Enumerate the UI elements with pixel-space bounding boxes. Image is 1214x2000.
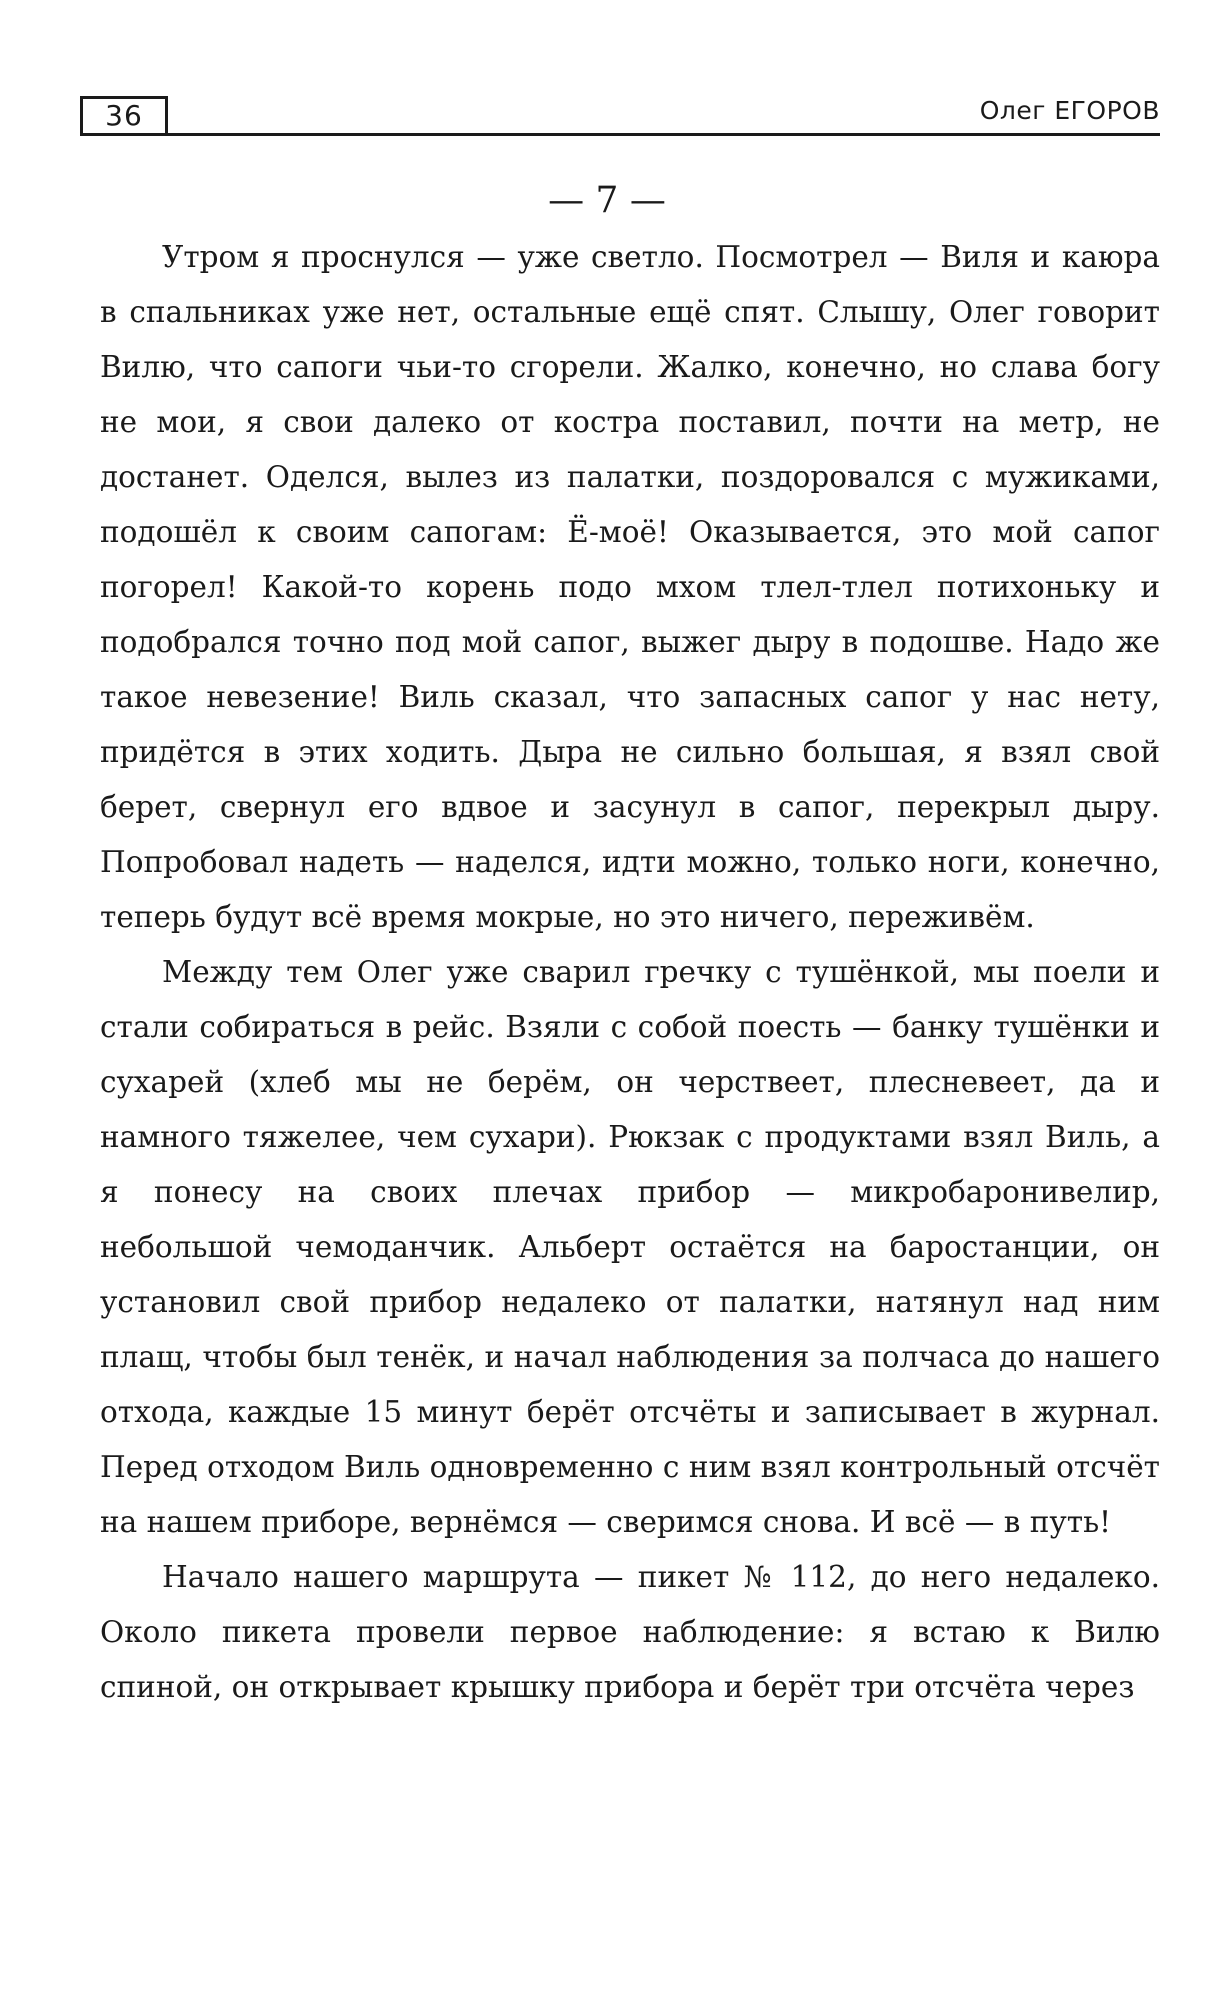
paragraph: Между тем Олег уже сварил гречку с тушёнкой, мы поели и стали собираться в рейс. Взяли с собой поесть — банку тушёнки и сухарей (хлеб мы не берём, он черствеет, плесневеет, да и намного тяжелее, чем сухари). Рюкзак с продуктами взял Виль, а я понесу на своих плечах прибор — микробаронивелир, небольшой чемоданчик. Альберт остаётся на баростанции, он установил свой прибор недалеко от палатки, натянул над ним плащ, чтобы был тенёк, и начал наблюдения за полчаса до нашего отхода, каждые 15 минут берёт отсчёты и записывает в журнал. Перед отходом Виль одновременно с ним взял контрольный отсчёт на нашем приборе, вернёмся — сверимся снова. И всё — в путь! (100, 955, 1160, 1539)
page-number: 36 (80, 96, 168, 136)
chapter-heading: — 7 — (548, 180, 666, 221)
paragraph: Утром я проснулся — уже светло. Посмотрел — Виля и каюра в спальниках уже нет, остальные ещё спят. Слышу, Олег говорит Вилю, что сапоги чьи-то сгорели. Жалко, конечно, но слава богу не мои, я свои далеко от костра поставил, почти на метр, не достанет. Оделся, вылез из палатки, поздоровался с мужиками, подошёл к своим сапогам: Ё-моё! Оказывается, это мой сапог погорел! Какой-то корень подо мхом тлел-тлел потихоньку и подобрался точно под мой сапог, выжег дыру в подошве. Надо же такое невезение! Виль сказал, что запасных сапог у нас нету, придётся в этих ходить. Дыра не сильно большая, я взял свой берет, свернул его вдвое и засунул в сапог, перекрыл дыру. Попробовал надеть — наделся, идти можно, только ноги, конечно, теперь будут всё время мокрые, но это ничего, переживём. (100, 240, 1160, 934)
running-head-author: Олег ЕГОРОВ (979, 96, 1160, 125)
header-rule (166, 133, 1160, 136)
paragraph: Начало нашего маршрута — пикет № 112, до него недалеко. Около пикета провели первое наблюдение: я встаю к Вилю спиной, он открывает крышку прибора и берёт три отсчёта через (100, 1560, 1160, 1704)
body-text (100, 230, 1160, 1715)
page-header (80, 96, 1160, 140)
